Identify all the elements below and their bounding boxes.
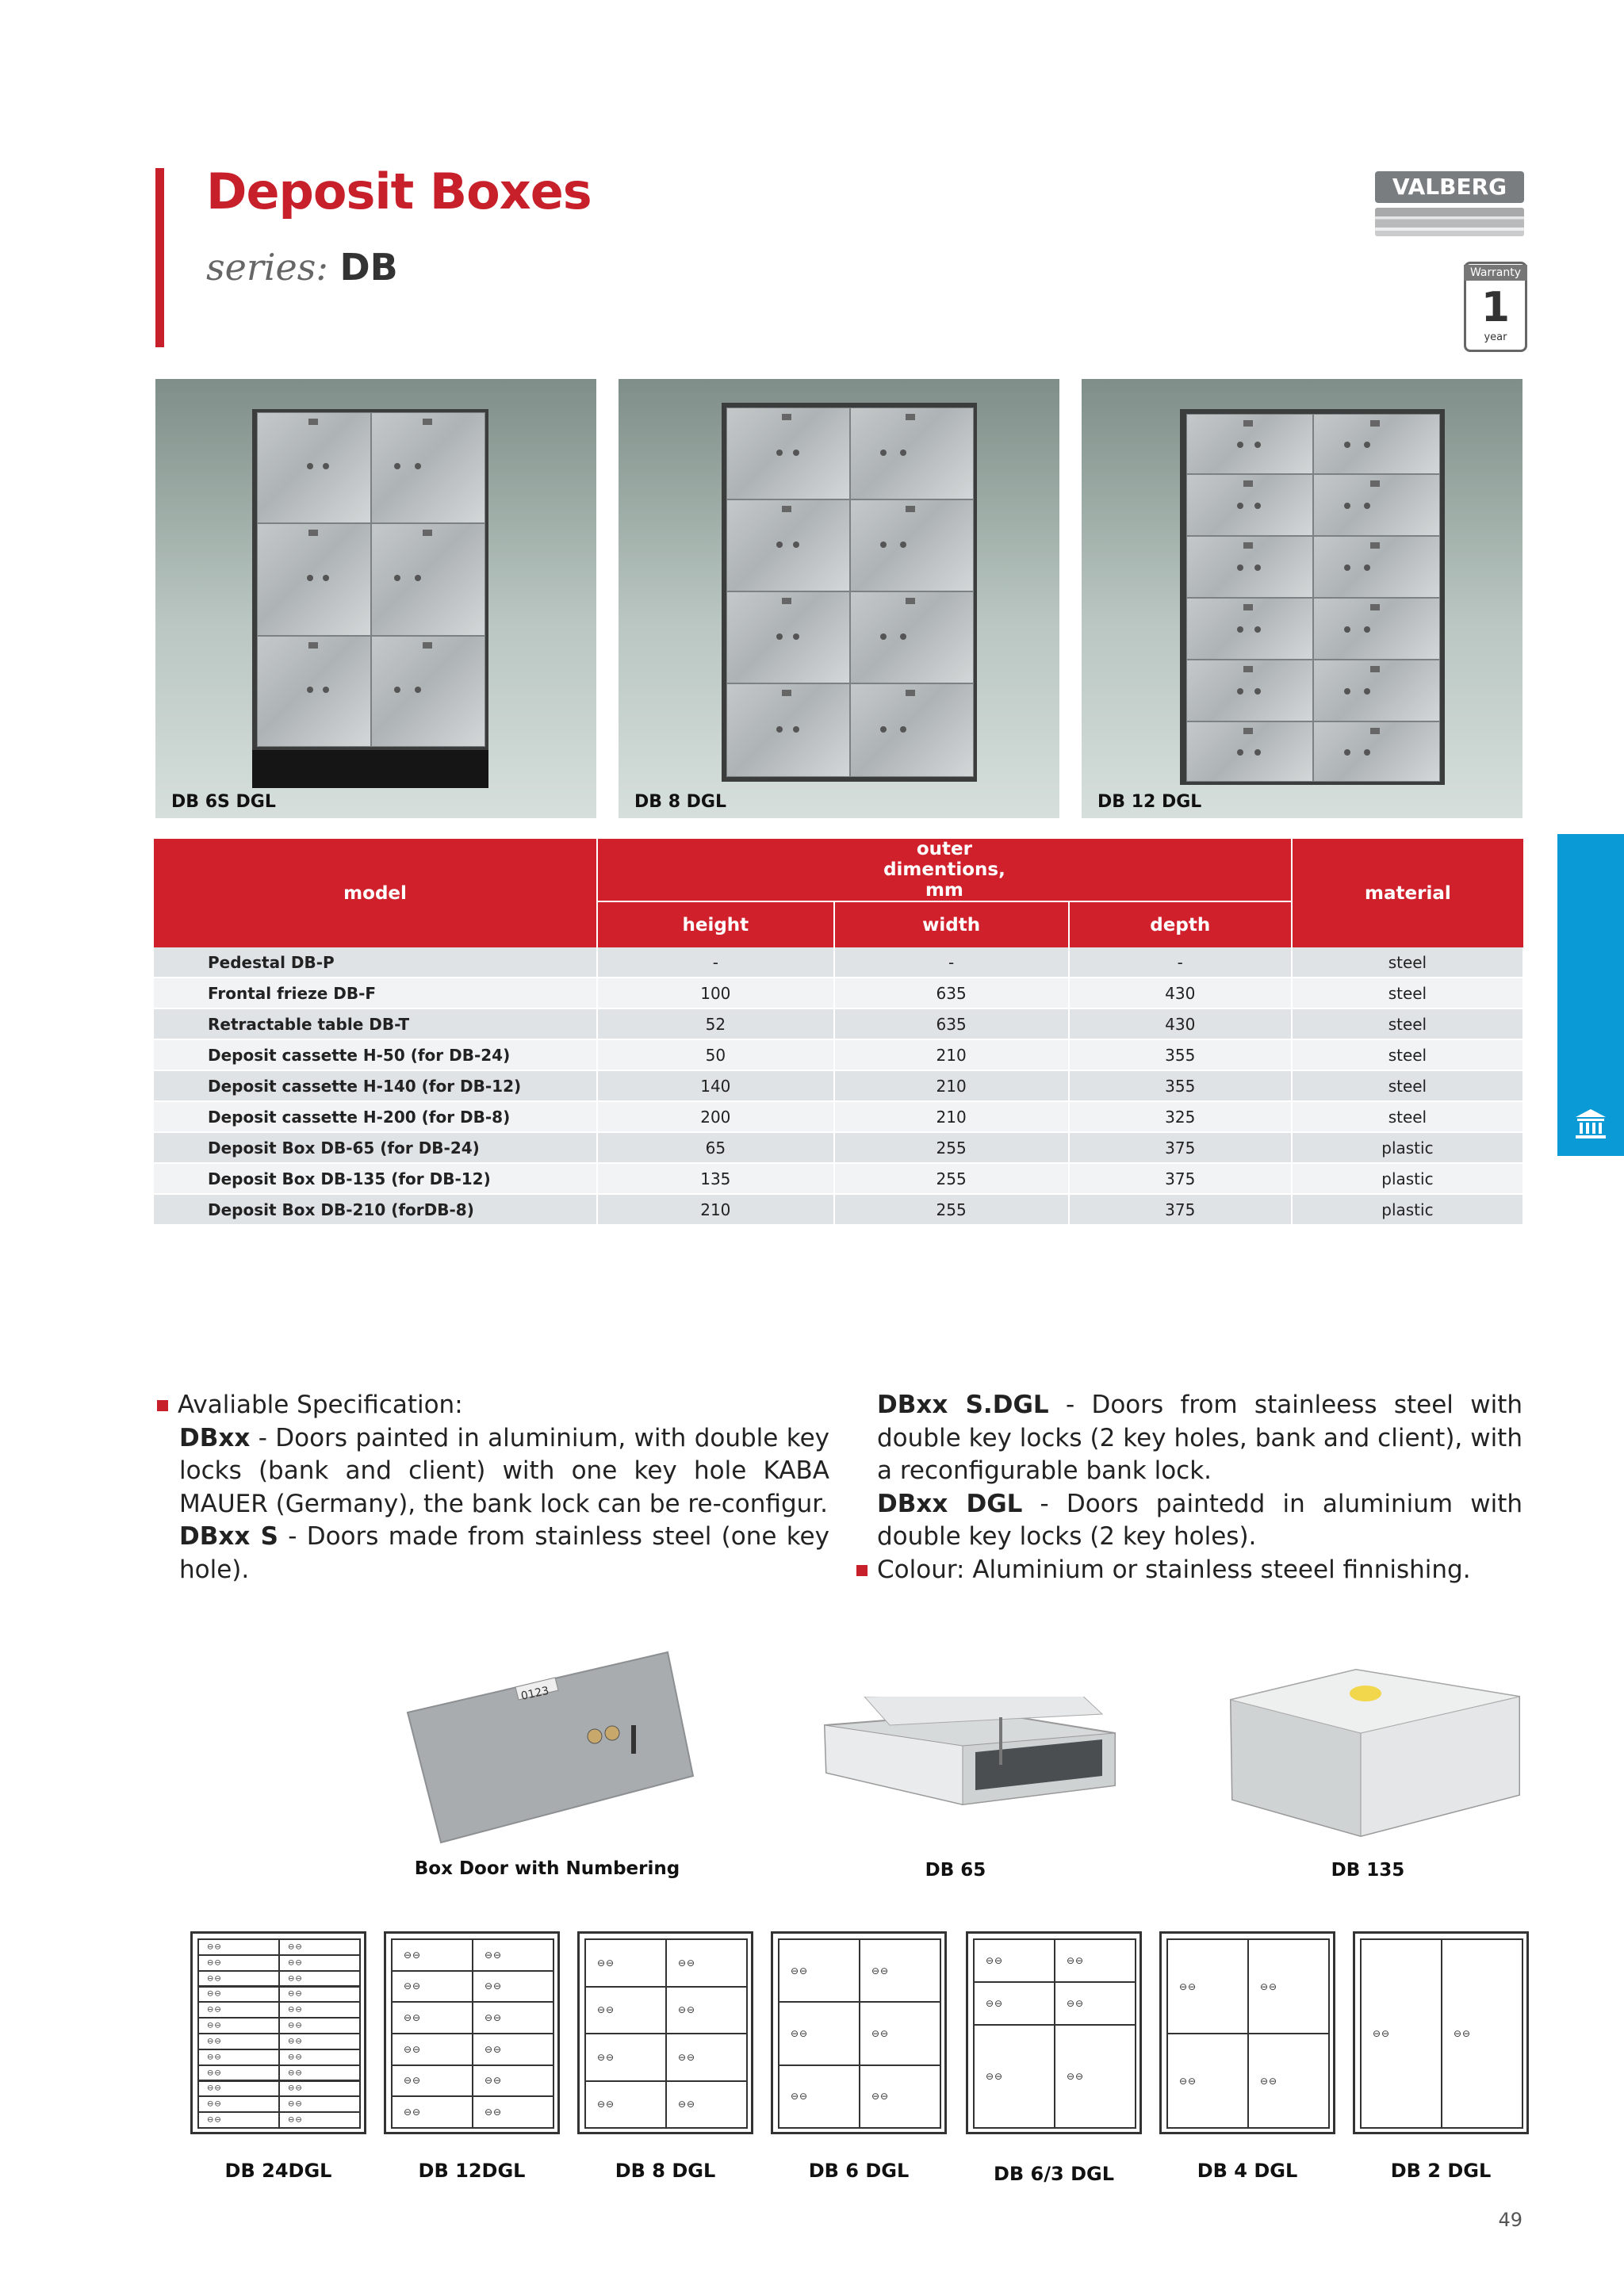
- diagram-door: [391, 1970, 473, 2003]
- cell-height: 200: [597, 1101, 834, 1132]
- keyhole-icon: ⊖⊖: [1179, 2075, 1197, 2087]
- keyhole-icon: ⊖⊖: [986, 1998, 1004, 2010]
- keyhole-icon: ⊖⊖: [288, 2021, 303, 2030]
- diagram-door: [859, 2064, 941, 2129]
- diagram-door: [778, 2001, 860, 2065]
- keyhole-icon: ⊖⊖: [1067, 2071, 1085, 2083]
- keyhole-icon: ⊖⊖: [207, 2005, 222, 2015]
- cell-model: Deposit Box DB-210 (forDB-8): [154, 1194, 597, 1225]
- title-accent-bar: [155, 168, 164, 347]
- keyhole-icon: ⊖⊖: [207, 2099, 222, 2109]
- diagram-door: [665, 1986, 748, 2035]
- col-header-outer-dimensions: outer dimentions, mm: [597, 839, 1292, 901]
- keyhole-icon: ⊖⊖: [1373, 2028, 1391, 2039]
- cell-height: 52: [597, 1008, 834, 1039]
- cell-width: -: [834, 947, 1069, 978]
- table-row: [154, 1070, 1523, 1101]
- keyhole-icon: ⊖⊖: [597, 2099, 615, 2110]
- cell-width: 255: [834, 1194, 1069, 1225]
- diagram-door: [584, 1938, 667, 1988]
- keyhole-icon: ⊖⊖: [1067, 1998, 1085, 2010]
- keyhole-icon: ⊖⊖: [485, 2075, 503, 2087]
- keyhole-icon: ⊖⊖: [207, 1942, 222, 1952]
- diagram-label: DB 6 DGL: [808, 2160, 910, 2182]
- cell-material: steel: [1292, 947, 1523, 978]
- cell-model: Deposit cassette H-140 (for DB-12): [154, 1070, 597, 1101]
- keyhole-icon: ⊖⊖: [288, 1974, 303, 1984]
- cell-depth: -: [1069, 947, 1292, 978]
- keyhole-icon: ⊖⊖: [288, 2068, 303, 2078]
- spec-dbxx-text: - Doors painted in aluminium, with double key locks (bank and client) with one key hole KABA MAUER (Germany), the bank lock can be re-configur.: [179, 1423, 829, 1518]
- cell-height: 135: [597, 1163, 834, 1194]
- cell-model: Deposit Box DB-65 (for DB-24): [154, 1132, 597, 1163]
- cell-depth: 375: [1069, 1194, 1292, 1225]
- brand-logo: VALBERG: [1375, 171, 1524, 203]
- cabinet-diagram: [1159, 1931, 1335, 2134]
- keyhole-icon: ⊖⊖: [288, 2099, 303, 2109]
- keyhole-icon: ⊖⊖: [678, 2099, 696, 2110]
- warranty-label: Warranty: [1464, 265, 1527, 281]
- cell-height: 140: [597, 1070, 834, 1101]
- cell-height: 100: [597, 978, 834, 1008]
- diagram-door: [278, 1986, 361, 2003]
- diagram-door: [1247, 1938, 1330, 2034]
- warranty-years: 1: [1480, 284, 1511, 331]
- diagram-door: [472, 2064, 554, 2098]
- photo-caption: DB 6S DGL: [171, 792, 276, 812]
- cell-depth: 375: [1069, 1132, 1292, 1163]
- diagram-door: [1054, 2024, 1136, 2129]
- table-row: [154, 978, 1523, 1008]
- diagram-door: [197, 2080, 280, 2098]
- page-subtitle: [206, 246, 398, 289]
- cabinet-diagram: [384, 1931, 560, 2134]
- cabinet-diagram: [190, 1931, 366, 2134]
- diagram-door: [1166, 1938, 1249, 2034]
- keyhole-icon: ⊖⊖: [207, 2021, 222, 2030]
- keyhole-icon: ⊖⊖: [288, 2037, 303, 2046]
- keyhole-icon: ⊖⊖: [986, 1955, 1004, 1967]
- spec-heading: Avaliable Specification:: [178, 1391, 463, 1419]
- keyhole-icon: ⊖⊖: [404, 2043, 422, 2055]
- keyhole-icon: ⊖⊖: [207, 2084, 222, 2093]
- spec-dbxxdgl-code: DBxx DGL: [877, 1489, 1023, 1518]
- diagram-door: [197, 1986, 280, 2003]
- cell-width: 255: [834, 1132, 1069, 1163]
- cell-model: Deposit Box DB-135 (for DB-12): [154, 1163, 597, 1194]
- col-header-width: width: [834, 901, 1069, 947]
- diagram-door: [197, 2033, 280, 2050]
- diagram-door: [584, 2080, 667, 2130]
- cell-depth: 355: [1069, 1039, 1292, 1070]
- keyhole-icon: ⊖⊖: [288, 1958, 303, 1968]
- cabinet-diagram: [966, 1931, 1142, 2134]
- diagram-label: DB 6/3 DGL: [993, 2163, 1114, 2185]
- diagram-door: [197, 2017, 280, 2034]
- diagram-door: [278, 1970, 361, 1988]
- keyhole-icon: ⊖⊖: [597, 2051, 615, 2063]
- cell-model: Pedestal DB-P: [154, 947, 597, 978]
- diagram-door: [859, 1938, 941, 2003]
- table-row: [154, 1163, 1523, 1194]
- keyhole-icon: ⊖⊖: [207, 2053, 222, 2062]
- cabinet-diagram: [1353, 1931, 1529, 2134]
- cell-model: Deposit cassette H-200 (for DB-8): [154, 1101, 597, 1132]
- keyhole-icon: ⊖⊖: [871, 2091, 890, 2103]
- bank-icon: [1557, 1093, 1624, 1156]
- keyhole-icon: ⊖⊖: [678, 2051, 696, 2063]
- keyhole-icon: ⊖⊖: [288, 1989, 303, 1999]
- keyhole-icon: ⊖⊖: [678, 1957, 696, 1969]
- diagram-door: [197, 1970, 280, 1988]
- warranty-unit: year: [1484, 331, 1507, 343]
- box-door-number: 0123: [519, 1684, 550, 1703]
- cell-depth: 355: [1069, 1070, 1292, 1101]
- diagram-door: [391, 2064, 473, 2098]
- spec-right-column: [856, 1389, 1522, 1586]
- cell-height: 210: [597, 1194, 834, 1225]
- keyhole-icon: ⊖⊖: [1179, 1980, 1197, 1992]
- diagram-door: [391, 1938, 473, 1972]
- diagram-door: [778, 1938, 860, 2003]
- cell-model: Deposit cassette H-50 (for DB-24): [154, 1039, 597, 1070]
- cell-model: Retractable table DB-T: [154, 1008, 597, 1039]
- photo-caption: DB 12 DGL: [1097, 792, 1202, 812]
- cell-material: plastic: [1292, 1163, 1523, 1194]
- keyhole-icon: ⊖⊖: [207, 1974, 222, 1984]
- diagram-door: [278, 2111, 361, 2129]
- diagram-door: [973, 1938, 1055, 1983]
- spec-dbxxs-code: DBxx S: [179, 1522, 278, 1551]
- cell-model: Frontal frieze DB-F: [154, 978, 597, 1008]
- diagram-door: [472, 2033, 554, 2066]
- product-photo-db8: [619, 379, 1059, 818]
- spec-dbxx-code: DBxx: [179, 1423, 251, 1452]
- diagram-door: [584, 2033, 667, 2082]
- keyhole-icon: ⊖⊖: [404, 2012, 422, 2024]
- cell-material: steel: [1292, 1101, 1523, 1132]
- diagram-door: [278, 2064, 361, 2082]
- keyhole-icon: ⊖⊖: [485, 1980, 503, 1992]
- table-row: [154, 947, 1523, 978]
- keyhole-icon: ⊖⊖: [207, 2115, 222, 2125]
- keyhole-icon: ⊖⊖: [485, 2012, 503, 2024]
- product-label: DB 65: [925, 1860, 986, 1881]
- keyhole-icon: ⊖⊖: [597, 1957, 615, 1969]
- spec-dbxxsdgl-code: DBxx S.DGL: [877, 1391, 1049, 1419]
- spec-colour: Colour: Aluminium or stainless steeel finnishing.: [877, 1555, 1471, 1584]
- cell-depth: 325: [1069, 1101, 1292, 1132]
- diagram-door: [1247, 2033, 1330, 2129]
- cell-width: 210: [834, 1039, 1069, 1070]
- keyhole-icon: ⊖⊖: [404, 2107, 422, 2118]
- diagram-door: [278, 2033, 361, 2050]
- keyhole-icon: ⊖⊖: [404, 1949, 422, 1961]
- cabinet-diagram: [577, 1931, 753, 2134]
- page-title: Deposit Boxes: [206, 163, 592, 220]
- col-header-height: height: [597, 901, 834, 947]
- cell-width: 635: [834, 978, 1069, 1008]
- diagram-door: [197, 2064, 280, 2082]
- diagram-door: [584, 1986, 667, 2035]
- spec-dbxxsdgl-text: - Doors from stainleess steel with double key locks (2 key holes, bank and client), with a reconfigurable bank lock.: [877, 1391, 1522, 1485]
- diagram-label: DB 4 DGL: [1197, 2160, 1298, 2182]
- cell-depth: 430: [1069, 1008, 1292, 1039]
- table-row: [154, 1008, 1523, 1039]
- table-row: [154, 1194, 1523, 1225]
- product-photo-db6s: [155, 379, 596, 818]
- keyhole-icon: ⊖⊖: [288, 2084, 303, 2093]
- diagram-label: DB 12DGL: [418, 2160, 526, 2182]
- cell-height: -: [597, 947, 834, 978]
- spec-left-column: [157, 1389, 829, 1586]
- diagram-door: [1441, 1938, 1523, 2129]
- keyhole-icon: ⊖⊖: [791, 2027, 809, 2039]
- diagram-label: DB 8 DGL: [615, 2160, 716, 2182]
- keyhole-icon: ⊖⊖: [597, 2004, 615, 2016]
- keyhole-icon: ⊖⊖: [288, 2005, 303, 2015]
- diagram-door: [197, 1954, 280, 1972]
- bullet-icon: [157, 1400, 168, 1411]
- diagram-door: [278, 2080, 361, 2098]
- db135-box-image: [1221, 1665, 1522, 1844]
- keyhole-icon: ⊖⊖: [986, 2071, 1004, 2083]
- table-row: [154, 1039, 1523, 1070]
- db65-box-image: [817, 1697, 1134, 1839]
- specification-table: [154, 839, 1524, 1226]
- cell-width: 210: [834, 1070, 1069, 1101]
- keyhole-icon: ⊖⊖: [791, 2091, 809, 2103]
- spec-dbxxdgl-text: - Doors paintedd in aluminium with double key locks (2 key holes).: [877, 1489, 1522, 1551]
- diagram-door: [278, 2095, 361, 2113]
- diagram-door: [278, 2017, 361, 2034]
- diagram-door: [278, 1954, 361, 1972]
- cell-material: steel: [1292, 1070, 1523, 1101]
- diagram-door: [1166, 2033, 1249, 2129]
- spec-dbxxs-text: - Doors made from stainless steel (one key hole).: [179, 1522, 829, 1584]
- diagram-door: [665, 2080, 748, 2130]
- subtitle-series: DB: [339, 246, 398, 289]
- diagram-door: [391, 2001, 473, 2034]
- keyhole-icon: ⊖⊖: [871, 2027, 890, 2039]
- diagram-door: [197, 2001, 280, 2019]
- diagram-door: [665, 1938, 748, 1988]
- keyhole-icon: ⊖⊖: [1067, 1955, 1085, 1967]
- diagram-door: [391, 2095, 473, 2129]
- bullet-icon: [856, 1565, 868, 1576]
- col-header-model: model: [154, 839, 597, 947]
- keyhole-icon: ⊖⊖: [485, 2107, 503, 2118]
- subtitle-prefix: series:: [206, 246, 328, 289]
- diagram-label: DB 24DGL: [224, 2160, 332, 2182]
- product-label: DB 135: [1331, 1860, 1405, 1881]
- keyhole-icon: ⊖⊖: [288, 1942, 303, 1952]
- diagram-door: [665, 2033, 748, 2082]
- page-number: 49: [1498, 2209, 1522, 2231]
- col-header-material: material: [1292, 839, 1523, 947]
- keyhole-icon: ⊖⊖: [871, 1965, 890, 1976]
- keyhole-icon: ⊖⊖: [678, 2004, 696, 2016]
- keyhole-icon: ⊖⊖: [207, 2037, 222, 2046]
- keyhole-icon: ⊖⊖: [485, 2043, 503, 2055]
- diagram-door: [1054, 1981, 1136, 2026]
- cell-material: steel: [1292, 1039, 1523, 1070]
- photo-caption: DB 8 DGL: [634, 792, 726, 812]
- diagram-door: [278, 1938, 361, 1956]
- diagram-door: [472, 2001, 554, 2034]
- diagram-door: [197, 2095, 280, 2113]
- cell-height: 50: [597, 1039, 834, 1070]
- diagram-door: [859, 2001, 941, 2065]
- diagram-door: [197, 1938, 280, 1956]
- keyhole-icon: ⊖⊖: [207, 1958, 222, 1968]
- product-photo-db12: [1082, 379, 1522, 818]
- cell-width: 255: [834, 1163, 1069, 1194]
- keyhole-icon: ⊖⊖: [404, 2075, 422, 2087]
- diagram-door: [973, 2024, 1055, 2129]
- diagram-door: [1360, 1938, 1442, 2129]
- keyhole-icon: ⊖⊖: [404, 1980, 422, 1992]
- cell-material: steel: [1292, 1008, 1523, 1039]
- box-door-image: [396, 1649, 714, 1847]
- table-row: [154, 1132, 1523, 1163]
- product-label: Box Door with Numbering: [414, 1858, 680, 1879]
- cell-material: plastic: [1292, 1132, 1523, 1163]
- col-header-depth: depth: [1069, 901, 1292, 947]
- keyhole-icon: ⊖⊖: [288, 2053, 303, 2062]
- diagram-door: [278, 2049, 361, 2066]
- cell-depth: 375: [1069, 1163, 1292, 1194]
- keyhole-icon: ⊖⊖: [1260, 2075, 1278, 2087]
- table-row: [154, 1101, 1523, 1132]
- keyhole-icon: ⊖⊖: [207, 2068, 222, 2078]
- brand-logo-stripes: [1375, 208, 1524, 236]
- diagram-label: DB 2 DGL: [1390, 2160, 1492, 2182]
- diagram-door: [391, 2033, 473, 2066]
- cabinet-diagram: [771, 1931, 947, 2134]
- cell-material: steel: [1292, 978, 1523, 1008]
- diagram-door: [278, 2001, 361, 2019]
- diagram-door: [197, 2111, 280, 2129]
- keyhole-icon: ⊖⊖: [791, 1965, 809, 1976]
- cell-width: 635: [834, 1008, 1069, 1039]
- keyhole-icon: ⊖⊖: [1454, 2028, 1472, 2039]
- keyhole-icon: ⊖⊖: [207, 1989, 222, 1999]
- cell-material: plastic: [1292, 1194, 1523, 1225]
- diagram-door: [472, 1970, 554, 2003]
- cell-depth: 430: [1069, 978, 1292, 1008]
- diagram-door: [472, 2095, 554, 2129]
- cell-width: 210: [834, 1101, 1069, 1132]
- keyhole-icon: ⊖⊖: [485, 1949, 503, 1961]
- diagram-door: [1054, 1938, 1136, 1983]
- diagram-door: [778, 2064, 860, 2129]
- diagram-door: [472, 1938, 554, 1972]
- keyhole-icon: ⊖⊖: [288, 2115, 303, 2125]
- cell-height: 65: [597, 1132, 834, 1163]
- diagram-door: [973, 1981, 1055, 2026]
- diagram-door: [197, 2049, 280, 2066]
- keyhole-icon: ⊖⊖: [1260, 1980, 1278, 1992]
